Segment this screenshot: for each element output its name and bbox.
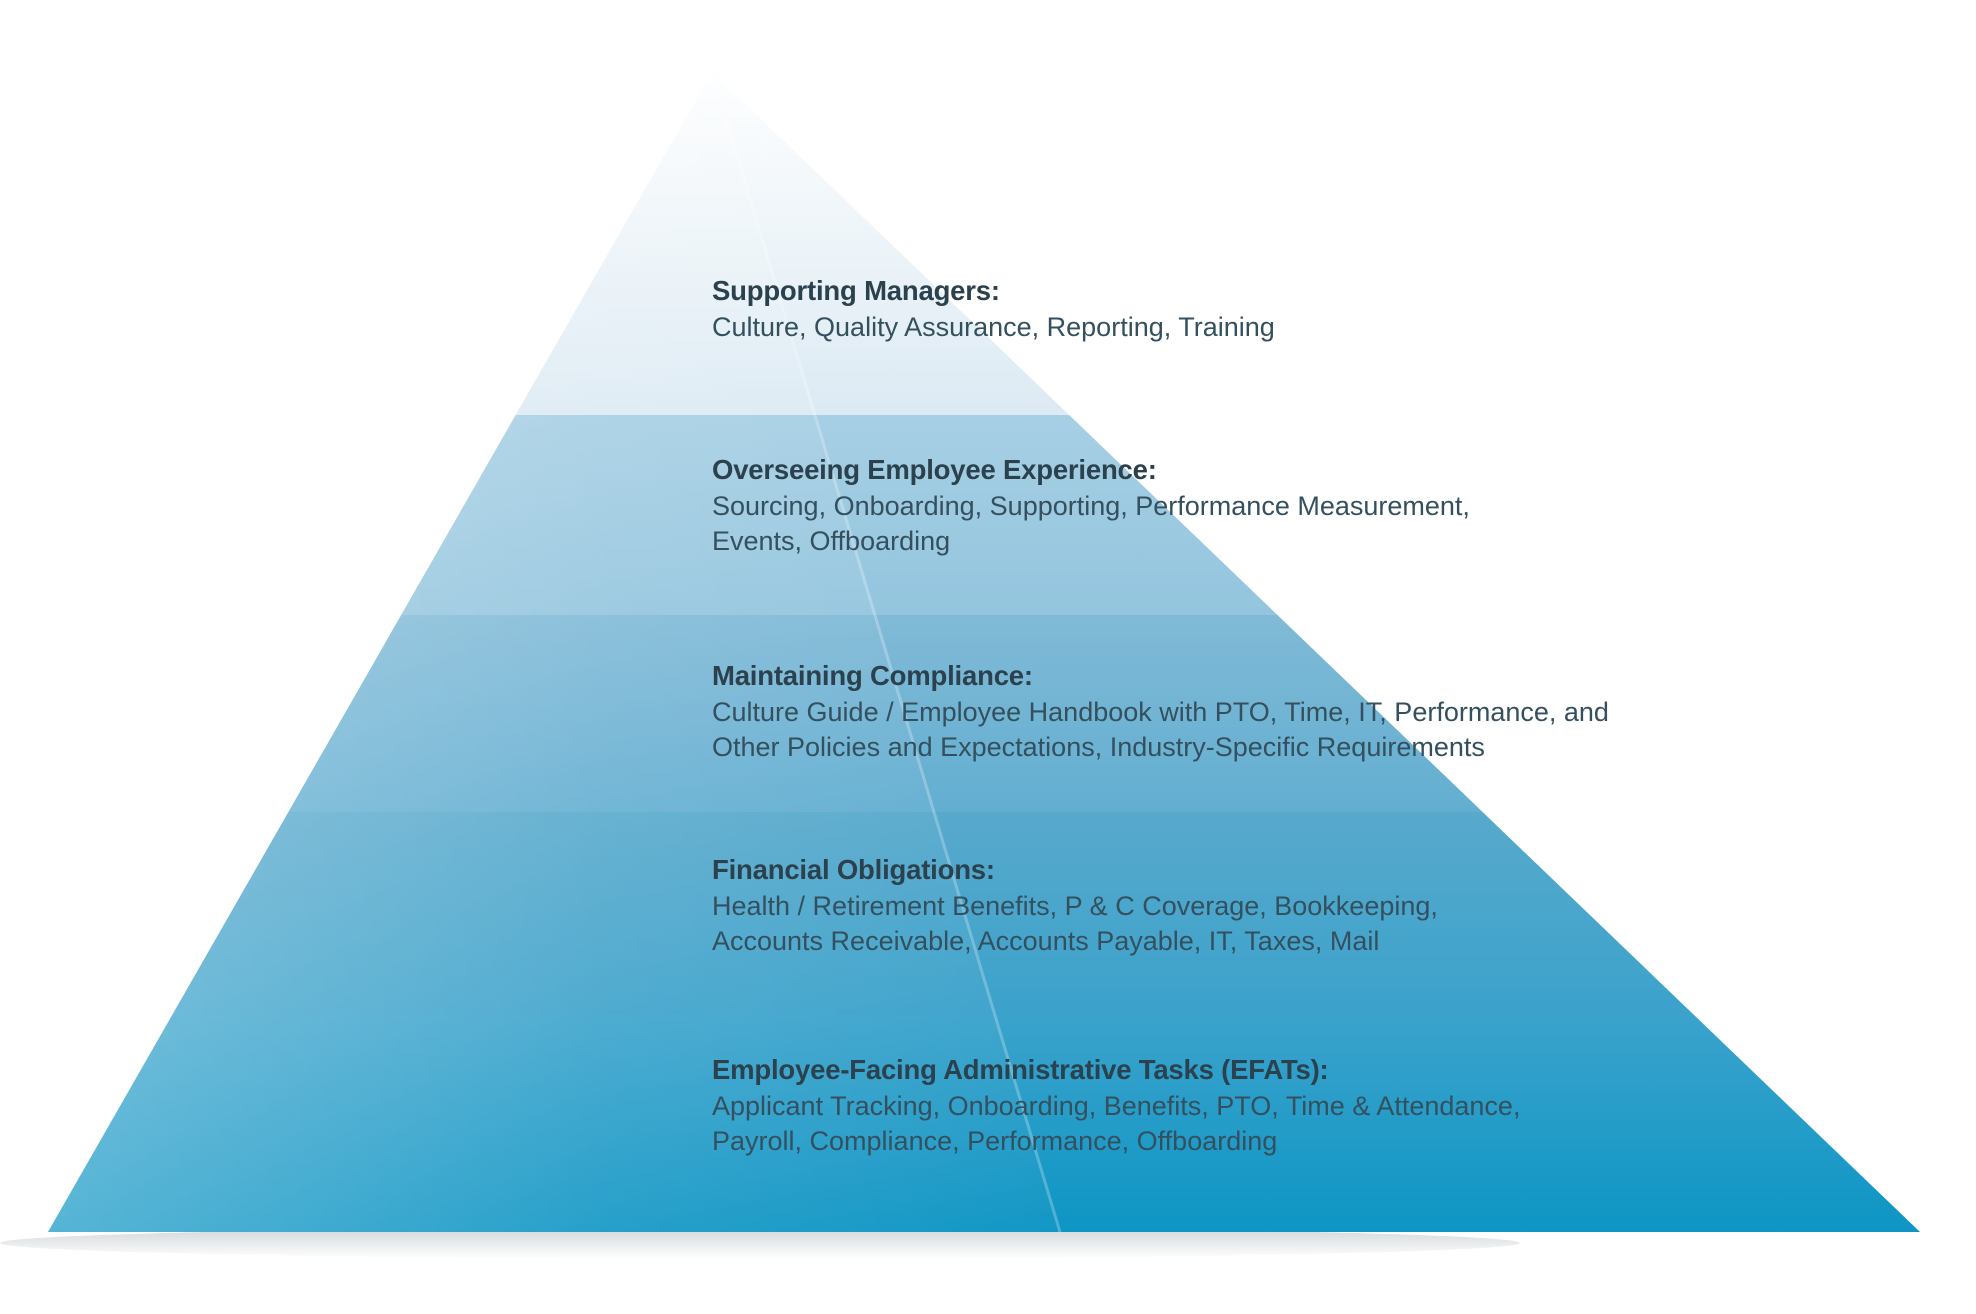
level-3-items xyxy=(712,695,1912,764)
level-5-items xyxy=(712,1089,1912,1158)
level-5-line-1: Applicant Tracking, Onboarding, Benefits, PTO, Time & Attendance, xyxy=(712,1091,1521,1122)
level-2-title: Overseeing Employee Experience: xyxy=(712,454,1157,485)
level-1-line-1: Culture, Quality Assurance, Reporting, Training xyxy=(712,312,1275,343)
pyramid-level-label-1[interactable] xyxy=(712,273,1912,345)
level-5-title: Employee-Facing Administrative Tasks (EFATs): xyxy=(712,1054,1329,1085)
level-3-title: Maintaining Compliance: xyxy=(712,660,1033,691)
level-3-line-2: Other Policies and Expectations, Industry-Specific Requirements xyxy=(712,731,1485,762)
pyramid-level-label-2[interactable] xyxy=(712,452,1912,558)
pyramid-level-label-3[interactable] xyxy=(712,658,1912,764)
level-2-items xyxy=(712,489,1912,558)
level-2-line-2: Events, Offboarding xyxy=(712,525,951,556)
level-5-line-2: Payroll, Compliance, Performance, Offboarding xyxy=(712,1125,1278,1156)
level-4-title: Financial Obligations: xyxy=(712,854,995,885)
level-4-items xyxy=(712,889,1912,958)
pyramid-level-1 xyxy=(0,60,1976,415)
level-2-line-1: Sourcing, Onboarding, Supporting, Performance Measurement, xyxy=(712,491,1470,522)
level-1-title: Supporting Managers: xyxy=(712,275,1000,306)
pyramid-level-label-5[interactable] xyxy=(712,1052,1912,1158)
level-4-line-1: Health / Retirement Benefits, P & C Coverage, Bookkeeping, xyxy=(712,891,1438,922)
level-4-line-2: Accounts Receivable, Accounts Payable, IT, Taxes, Mail xyxy=(712,925,1380,956)
level-3-line-1: Culture Guide / Employee Handbook with PTO, Time, IT, Performance, and xyxy=(712,697,1609,728)
pyramid-level-label-4[interactable] xyxy=(712,852,1912,958)
level-1-items xyxy=(712,310,1912,345)
